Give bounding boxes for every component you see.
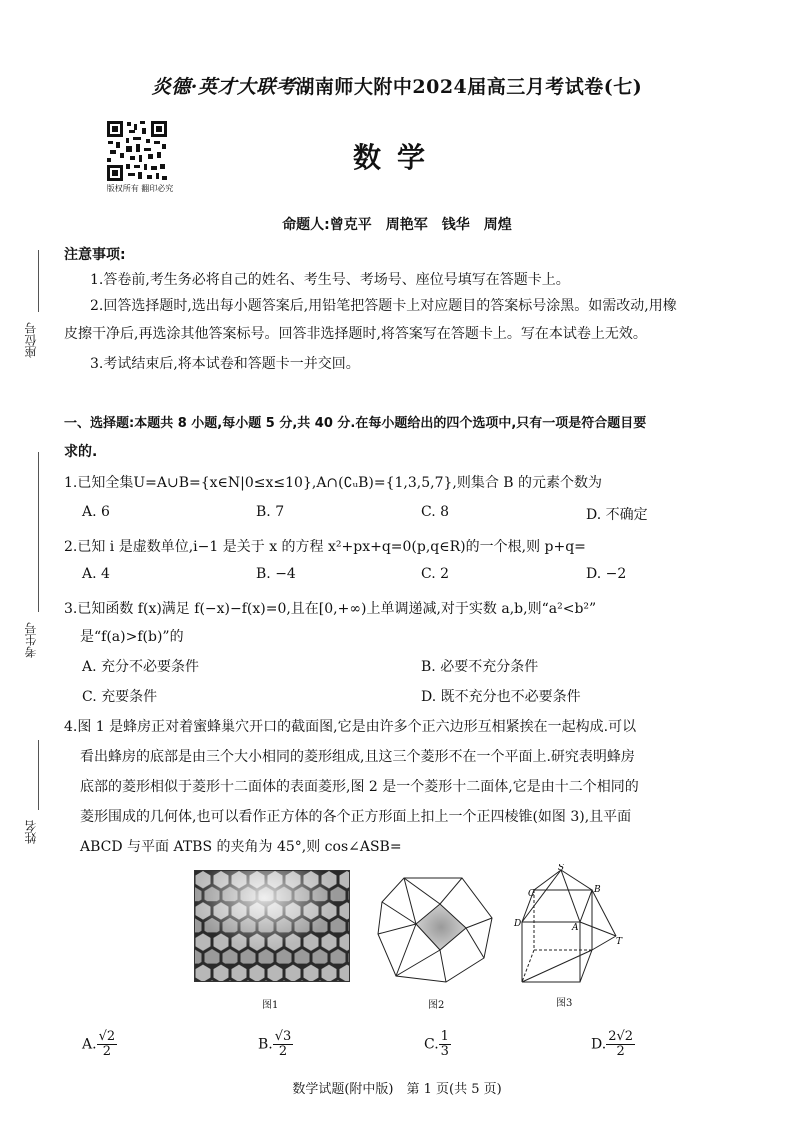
fig3-label-t: T: [616, 937, 623, 947]
rhombic-dodecahedron-figure: [374, 872, 496, 988]
subject-title: 数学: [352, 141, 441, 174]
q2-option-c: C. 2: [421, 566, 450, 582]
honeycomb-photo: [194, 870, 350, 982]
qr-caption: 版权所有 翻印必究: [106, 184, 174, 193]
section-heading: [64, 410, 754, 466]
seat-label: 座位号: [24, 322, 38, 358]
figure-1-caption: 图1: [262, 1000, 279, 1011]
page-footer: 数学试题(附中版) 第 1 页(共 5 页): [292, 1082, 502, 1097]
name-label: 姓名: [24, 820, 38, 844]
exam-title: 湖南师大附中2024届高三月考试卷(七): [295, 76, 643, 98]
exam-brand: 炎德·英才大联考: [151, 76, 296, 98]
figure-3-caption: 图3: [556, 998, 573, 1009]
question-4-line-3: 底部的菱形相似于菱形十二面体的表面菱形,图 2 是一个菱形十二面体,它是由十二个相同的: [80, 779, 639, 795]
q2-option-a: A. 4: [82, 566, 110, 582]
q4-option-a-den: 2: [102, 1044, 111, 1059]
q4-option-b: [258, 1030, 293, 1059]
q4-option-b-num: √3: [274, 1029, 292, 1044]
notice-heading: 注意事项:: [64, 247, 126, 263]
q4-option-d-num: 2√2: [608, 1029, 634, 1044]
q4-option-d-letter: D.: [591, 1036, 607, 1053]
q4-option-c-num: 1: [440, 1029, 449, 1044]
question-3-stem-1: 3.已知函数 f(x)满足 f(−x)−f(x)=0,且在[0,+∞)上单调递减,对于实数 a,b,则“a²<b²”: [64, 601, 597, 617]
notice-item-1: 1.答卷前,考生务必将自己的姓名、考生号、考场号、座位号填写在答题卡上。: [90, 272, 570, 288]
q4-option-b-den: 2: [278, 1044, 288, 1059]
seat-line: [38, 250, 39, 312]
q4-option-c: [424, 1030, 451, 1059]
section-heading-line1: 一、选择题:本题共 8 小题,每小题 5 分,共 40 分.在每小题给出的四个选项中,只有一项是符合题目要: [64, 416, 647, 431]
fig3-label-c: C: [528, 889, 535, 899]
question-4-line-4: 菱形围成的几何体,也可以看作正方体的各个正方形面上扣上一个正四棱锥(如图 3),且平面: [80, 809, 632, 825]
q4-option-d-den: 2: [616, 1044, 625, 1059]
name-line: [38, 740, 39, 810]
q4-option-c-letter: C.: [424, 1036, 439, 1053]
section-heading-line2: 求的.: [64, 444, 98, 460]
q4-option-a: [82, 1030, 117, 1059]
q4-option-a-letter: A.: [82, 1036, 97, 1053]
notice-item-2a: 2.回答选择题时,选出每小题答案后,用铅笔把答题卡上对应题目的答案标号涂黑。如需改动,用橡: [90, 298, 677, 314]
q3-option-a: A. 充分不必要条件: [82, 659, 200, 675]
q1-option-b: B. 7: [256, 504, 285, 520]
q4-option-d: [591, 1030, 635, 1059]
question-4-line-2: 看出蜂房的底部是由三个大小相同的菱形组成,且这三个菱形不在一个平面上.研究表明蜂房: [80, 749, 635, 765]
fig3-label-d: D: [514, 919, 522, 929]
q1-option-a: A. 6: [82, 504, 110, 520]
exam-no-label: 考生号: [24, 622, 38, 658]
fig3-label-b: B: [594, 885, 601, 895]
notice-item-2b: 皮擦干净后,再选涂其他答案标号。回答非选择题时,将答案写在答题卡上。写在本试卷上无效。: [64, 326, 647, 342]
q3-option-b: B. 必要不充分条件: [421, 659, 539, 675]
q2-option-d: D. −2: [586, 566, 627, 582]
notice-item-3: 3.考试结束后,将本试卷和答题卡一并交回。: [90, 356, 360, 372]
q3-option-d: D. 既不充分也不必要条件: [421, 689, 581, 705]
question-2-stem: 2.已知 i 是虚数单位,i−1 是关于 x 的方程 x²+px+q=0(p,q∈R)的一个根,则 p+q=: [64, 539, 586, 555]
q3-option-c: C. 充要条件: [82, 689, 158, 705]
exam-header: [0, 72, 794, 99]
q1-option-c: C. 8: [421, 504, 450, 520]
q1-option-d: D. 不确定: [586, 507, 648, 523]
q4-option-c-den: 3: [440, 1044, 449, 1059]
exam-no-line: [38, 452, 39, 612]
q4-option-a-num: √2: [98, 1029, 116, 1044]
question-4-line-5: ABCD 与平面 ATBS 的夹角为 45°,则 cos∠ASB=: [80, 839, 402, 855]
figure-2-caption: 图2: [428, 1000, 445, 1011]
cube-pyramid-figure: [512, 864, 632, 986]
fig3-label-s: S: [558, 864, 565, 873]
q2-option-b: B. −4: [256, 566, 296, 582]
question-3-stem-2: 是“f(a)>f(b)”的: [80, 629, 184, 645]
question-1-stem: 1.已知全集U=A∪B={x∈N|0≤x≤10},A∩(∁ᵤB)={1,3,5,7},则集合 B 的元素个数为: [64, 475, 603, 491]
question-4-line-1: 4.图 1 是蜂房正对着蜜蜂巢穴开口的截面图,它是由许多个正六边形互相紧挨在一起构成.可以: [64, 719, 637, 735]
fig3-label-a: A: [572, 923, 579, 933]
authors-line: 命题人:曾克平 周艳军 钱华 周煌: [282, 217, 512, 233]
q4-option-b-letter: B.: [258, 1036, 273, 1053]
